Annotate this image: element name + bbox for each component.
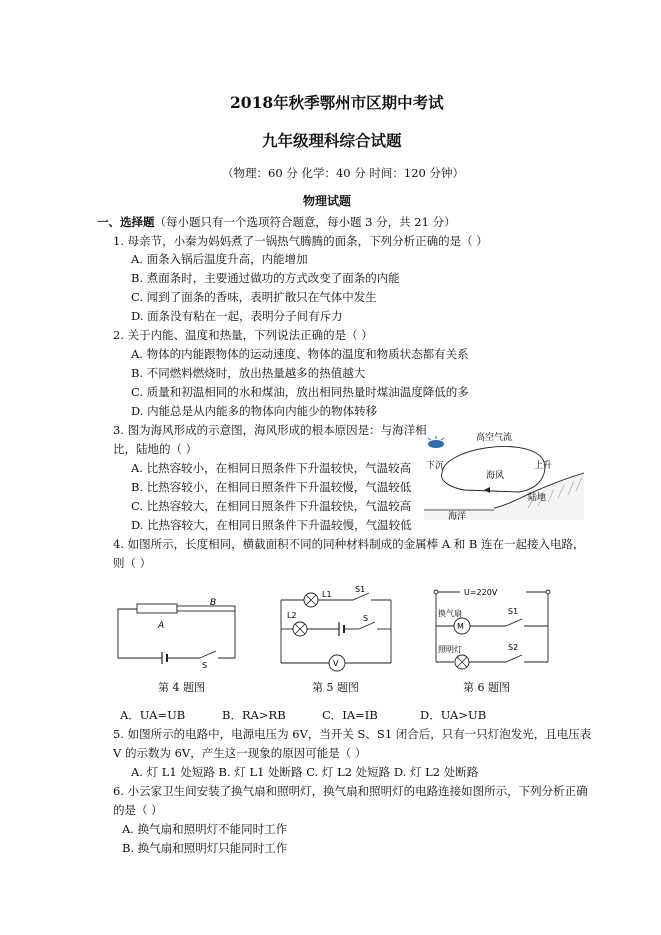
motor-label: M [457,622,464,631]
q5-stem-2: V 的示数为 6V，产生这一现象的原因可能是（ ） [113,746,367,760]
q4-option-b: B．RA>RB [222,708,286,722]
q2-stem: 2. 关于内能、温度和热量，下列说法正确的是（ ） [113,328,373,342]
s2-label: S2 [508,643,519,652]
figure-4-circuit [112,598,242,668]
s-label: S [363,614,369,623]
switch-s1 [353,593,369,600]
q2-option-c: C. 质量和初温相同的水和煤油，放出相同热量时煤油温度降低的多 [131,385,469,399]
switch-s2 [506,655,522,662]
figure-4-caption: 第 4 题图 [158,681,205,694]
terminal-left [434,590,438,594]
l2-label: L2 [287,611,297,620]
switch-label: S [202,661,208,668]
s1-label: S1 [508,607,519,616]
fan-label: 换气扇 [438,609,462,618]
q3-stem-2: 比，陆地的（ ） [113,442,198,456]
q4-stem-1: 4. 如图所示，长度相同，横截面积不同的同种材料制成的金属棒 A 和 B 连在一起接入电路， [113,537,585,551]
part-heading-note: （每小题只有一个选项符合题意，每小题 3 分，共 21 分） [154,215,456,229]
l1-label: L1 [322,590,332,599]
q2-option-a: A. 物体的内能跟物体的运动速度、物体的温度和物质状态都有关系 [131,347,469,361]
paper-subtitle: 九年级理科综合试题 [262,131,402,150]
high-air-label: 高空气流 [476,433,513,443]
q6-stem-2: 的是（ ） [113,803,163,817]
q1-stem: 1. 母亲节，小秦为妈妈煮了一锅热气腾腾的面条，下列分析正确的是（ ） [113,234,488,248]
wire-right [218,609,235,658]
q3-option-c: C. 比热容较大，在相同日照条件下升温较快，气温较高 [131,499,412,513]
rod-a [137,604,177,613]
rod-a-label: A [158,621,165,631]
v-label: V [333,659,339,668]
figure-6-circuit [430,582,560,670]
switch-s1 [506,619,522,626]
figure-5-caption: 第 5 题图 [312,681,359,694]
q1-option-c: C. 闻到了面条的香味，表明扩散只在气体中发生 [131,290,377,304]
q3-option-a: A. 比热容较小，在相同日照条件下升温较快，气温较高 [131,461,412,475]
down-label: 下沉 [426,461,445,471]
q5-options: A. 灯 L1 处短路 B. 灯 L1 处断路 C. 灯 L2 处短路 D. 灯 L2 处断路 [131,765,479,779]
q2-option-b: B. 不同燃料燃烧时，放出热量越多的热值越大 [131,366,366,380]
q6-stem-1: 6. 小云家卫生间安装了换气扇和照明灯，换气扇和照明灯的电路连接如图所示，下列分析正确 [113,784,588,798]
figure-5-circuit [273,585,403,675]
voltage-label: U=220V [464,588,498,597]
q4-option-c: C．IA=IB [322,708,378,722]
q4-option-a: A．UA=UB [120,708,186,722]
q3-stem-1: 3. 图为海风形成的示意图，海风形成的根本原因是：与海洋相 [113,423,427,437]
wire-left [118,609,165,658]
sea-breeze-figure [424,428,584,520]
exam-title: 2018年秋季鄂州市区期中考试 [230,93,444,112]
rod-b [177,606,235,611]
s1-label: S1 [355,585,366,594]
up-label: 上升 [534,461,553,471]
q4-option-d: D．UA>UB [420,708,487,722]
rod-b-label: B [210,598,217,608]
q2-option-d: D. 内能总是从内能多的物体向内能少的物体转移 [131,404,378,418]
q1-option-b: B. 煮面条时，主要通过做功的方式改变了面条的内能 [131,271,400,285]
land-label: 陆地 [528,493,547,503]
q6-option-a: A. 换气扇和照明灯不能同时工作 [122,822,288,836]
part-heading-label: 一、选择题 [97,215,155,229]
exam-info: （物理：60 分 化学：40 分 时间：120 分钟） [222,166,464,180]
q1-option-a: A. 面条入锅后温度升高，内能增加 [131,252,308,266]
sea-label: 海洋 [448,512,467,520]
sea-breeze-label: 海风 [486,471,505,481]
sea-breeze-arrow [484,487,490,493]
switch-s [359,622,375,629]
q3-option-d: D. 比热容较大，在相同日照条件下升温较慢，气温较低 [131,518,412,532]
switch-s [200,651,216,658]
terminal-right [546,590,550,594]
q6-option-b: B. 换气扇和照明灯只能同时工作 [122,841,288,855]
part-heading [97,215,456,229]
sun-icon [428,436,444,448]
q5-stem-1: 5. 如图所示的电路中，电源电压为 6V，当开关 S、S1 闭合后，只有一只灯泡发光，且电压表 [113,727,592,741]
q4-stem-2: 则（ ） [113,556,152,570]
high-air-arrow [442,446,542,473]
q3-option-b: B. 比热容较小，在相同日照条件下升温较慢，气温较低 [131,480,412,494]
figure-6-caption: 第 6 题图 [463,681,510,694]
q1-option-d: D. 面条没有粘在一起，表明分子间有斥力 [131,309,343,323]
lamp-label: 照明灯 [438,645,462,654]
section-title: 物理试题 [303,194,352,208]
